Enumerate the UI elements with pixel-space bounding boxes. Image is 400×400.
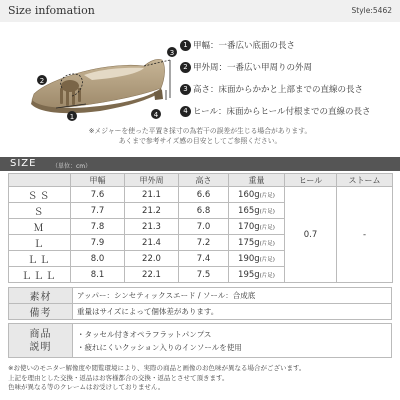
- weight-cell: [229, 235, 285, 251]
- header-cell: 甲幅: [71, 174, 125, 187]
- header-cell: ヒール: [285, 174, 337, 187]
- shoe-body: [32, 59, 165, 108]
- height-cell: 6.6: [179, 187, 229, 203]
- marker-3: 3: [169, 49, 175, 57]
- size-table: [8, 173, 393, 283]
- width-cell: 8.1: [71, 267, 125, 283]
- material-label: 素材: [9, 288, 73, 304]
- header-bar: [0, 0, 400, 22]
- description-text: [73, 324, 392, 358]
- weight-cell: [229, 267, 285, 283]
- description-item: ・タッセル付きオペラフラットパンプス: [77, 329, 212, 339]
- measurement-legend: [180, 40, 400, 128]
- girth-cell: 22.1: [125, 267, 179, 283]
- weight-value: 165g: [238, 205, 260, 216]
- measure-note-2: あくまで参考サイズ感の目安としてご参照ください。: [118, 137, 282, 145]
- weight-value: 195g: [238, 269, 260, 280]
- header-cell: 高さ: [179, 174, 229, 187]
- size-label: ＬＬ: [9, 251, 71, 267]
- size-label: ＳＳ: [9, 187, 71, 203]
- material-table: [8, 287, 392, 320]
- footer-notes: [8, 364, 398, 393]
- girth-cell: 22.0: [125, 251, 179, 267]
- weight-value: 170g: [238, 221, 260, 232]
- weight-suffix: (片足): [259, 208, 275, 215]
- footer-line: 色味が異なる等のクレームはお受けしておりません。: [8, 383, 165, 392]
- size-section-bar: [0, 157, 400, 171]
- marker-4: 4: [153, 111, 159, 119]
- header-cell: 重量: [229, 174, 285, 187]
- weight-cell: [229, 251, 285, 267]
- header-cell: [9, 174, 71, 187]
- size-label: Ｌ: [9, 235, 71, 251]
- footer-line: ※お使いのモニター解像度や閲覧環境により、実際の商品と画像のお色味が異なる場合がございます。: [8, 364, 306, 372]
- table-row: [9, 187, 393, 203]
- weight-suffix: (片足): [259, 224, 275, 231]
- header-cell: ストーム: [337, 174, 393, 187]
- description-label-text: 商品説明: [29, 328, 52, 353]
- description-item: ・疲れにくいクッション入りのインソールを使用: [77, 342, 242, 352]
- size-label: Ｍ: [9, 219, 71, 235]
- height-cell: 7.5: [179, 267, 229, 283]
- footer-line: 上記を理由とした交換・返品はお客様都合の交換・返品とさせて頂きます。: [8, 373, 229, 382]
- width-cell: 7.7: [71, 203, 125, 219]
- shoe-heel: [154, 90, 163, 100]
- girth-cell: 21.3: [125, 219, 179, 235]
- shoe-diagram: [20, 28, 180, 123]
- weight-value: 190g: [238, 253, 260, 264]
- weight-value: 175g: [238, 237, 260, 248]
- size-table-header: [9, 174, 393, 187]
- weight-value: 160g: [238, 189, 260, 200]
- legend-text: 甲外周：一番広い甲周りの外周: [193, 63, 313, 73]
- width-cell: 8.0: [71, 251, 125, 267]
- height-cell: 6.8: [179, 203, 229, 219]
- header-cell: 甲外周: [125, 174, 179, 187]
- legend-text: 甲幅：一番広い底面の長さ: [193, 41, 296, 51]
- heel-cell: 0.7: [285, 187, 337, 283]
- measure-note-1: ※メジャーを使った平置き採寸の為若干の誤差が生じる場合があります。: [88, 127, 312, 135]
- weight-suffix: (片足): [259, 192, 275, 199]
- legend-text: 高さ：床面からかかと上部までの直線の長さ: [193, 85, 364, 95]
- remarks-label: 備考: [9, 304, 73, 320]
- legend-item-width: [180, 40, 400, 62]
- marker-1: 1: [69, 113, 75, 121]
- legend-number: 1: [180, 40, 191, 51]
- height-cell: 7.0: [179, 219, 229, 235]
- girth-cell: 21.2: [125, 203, 179, 219]
- legend-item-heel: [180, 106, 400, 128]
- page-title: Size infomation: [8, 4, 95, 17]
- material-row: [9, 288, 392, 304]
- marker-2: 2: [39, 77, 45, 85]
- remarks-row: [9, 304, 392, 320]
- weight-cell: [229, 187, 285, 203]
- legend-number: 3: [180, 84, 191, 95]
- weight-suffix: (片足): [259, 240, 275, 247]
- height-cell: 7.2: [179, 235, 229, 251]
- weight-suffix: (片足): [259, 256, 275, 263]
- material-text: アッパー：シンセティックスエード / ソール：合成底: [73, 288, 392, 304]
- width-cell: 7.8: [71, 219, 125, 235]
- style-number: Style:5462: [351, 6, 392, 15]
- description-row: [9, 324, 392, 358]
- remarks-text: 重量はサイズによって個体差があります。: [73, 304, 392, 320]
- legend-item-girth: [180, 62, 400, 84]
- girth-cell: 21.4: [125, 235, 179, 251]
- width-cell: 7.6: [71, 187, 125, 203]
- weight-cell: [229, 219, 285, 235]
- size-unit: （単位：cm）: [52, 163, 92, 170]
- storm-cell: -: [337, 187, 393, 283]
- legend-number: 2: [180, 62, 191, 73]
- legend-number: 4: [180, 106, 191, 117]
- description-label: [9, 324, 73, 358]
- size-label: ＬＬＬ: [9, 267, 71, 283]
- size-section-title: SIZE: [10, 158, 37, 169]
- legend-text: ヒール：床面からヒール付根までの直線の長さ: [193, 107, 371, 117]
- girth-cell: 21.1: [125, 187, 179, 203]
- height-cell: 7.4: [179, 251, 229, 267]
- size-label: Ｓ: [9, 203, 71, 219]
- description-table: [8, 323, 392, 358]
- legend-item-height: [180, 84, 400, 106]
- width-cell: 7.9: [71, 235, 125, 251]
- weight-suffix: (片足): [259, 272, 275, 279]
- weight-cell: [229, 203, 285, 219]
